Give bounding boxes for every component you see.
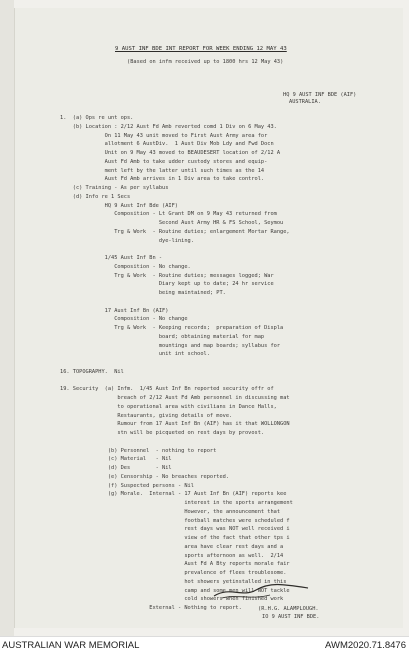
report-line: Trg & Work - Routine duties; enlargement Mortar Range, (60, 228, 290, 235)
report-line: On 11 May 43 unit moved to First Aust Army area for (60, 132, 268, 139)
report-line: 16. TOPOGRAPHY. Nil (60, 368, 124, 375)
report-line: However, the announcement that (60, 508, 281, 515)
signature-role: IO 9 AUST INF BDE. (262, 614, 320, 620)
report-line: 17 Aust Inf Bn (AIF) (60, 307, 169, 314)
signature-name: (R.H.G. ALAMPLOUGH. (258, 606, 319, 612)
report-line: Composition - No change. (60, 263, 191, 270)
footer-bar (0, 636, 409, 653)
issuer-line-1: HQ 9 AUST INF BDE (AIF) (283, 92, 357, 98)
signature-mark (212, 580, 312, 602)
report-line: (c) Material - Nil (60, 456, 172, 463)
report-line: (d) Des - Nil (60, 465, 172, 471)
report-line: area have clear rest days and a (60, 543, 284, 550)
report-line: mountings and map boards; syllabus for (60, 342, 281, 349)
report-line: dye-lining. (60, 237, 194, 244)
report-line: cold showers when finished work (60, 596, 284, 603)
report-line: Rumour from 17 Aust Inf Bn (AIF) has it that WOLLONGON (60, 421, 290, 428)
report-line: (e) Censorship - No breaches reported. (60, 473, 230, 480)
report-line: stn will be picqueted on rest days by provost. (60, 430, 265, 436)
report-line: Aust Fd Amb to take udder custody stores and equip- (60, 158, 268, 165)
report-line: Composition - No change (60, 316, 188, 323)
report-line: (d) Info re 1 Secs (60, 193, 131, 200)
report-line: 1/45 Aust Inf Bn - (60, 255, 163, 261)
footer-source: AUSTRALIAN WAR MEMORIAL (2, 640, 140, 651)
report-subtitle: (Based on infm received up to 1800 hrs 12 May 43) (127, 59, 284, 65)
report-line: interest in the sports arrangement (60, 500, 293, 506)
report-line: allotment 6 AustDiv. 1 Aust Div Mob Ldy and Fwd Docn (60, 141, 274, 148)
report-line: Trg & Work - Keeping records; preparation of Displa (60, 325, 284, 331)
report-line: rest days was NOT well received i (60, 526, 290, 533)
report-line: Composition - Lt Grant DM on 9 May 43 returned from (60, 211, 277, 218)
report-line: camp and some men will NOT tackle (60, 587, 290, 594)
report-line: 19. Security (a) Infm. 1/45 Aust Inf Bn reported security offr of (60, 386, 274, 393)
report-line: view of the fact that other tps i (60, 535, 290, 541)
report-line: Unit on 9 May 43 moved to BEAUDESERT location of 2/12 A (60, 150, 281, 156)
report-line: football matches were scheduled f (60, 517, 290, 524)
report-line: HQ 9 Aust Inf Bde (AIF) (60, 202, 178, 209)
report-line: Second Aust Army HR & FS School, Seymou (60, 220, 284, 226)
report-line: (c) Training - As per syllabus (60, 185, 169, 191)
report-line: (f) Suspected persons - Nil (60, 482, 194, 489)
report-line: Trg & Work - Routine duties; messages logged; War (60, 272, 274, 279)
report-line: (b) Location : 2/12 Aust Fd Amb reverted comd 1 Div on 6 May 43. (60, 123, 277, 130)
report-line: Aust Fd A Bty reports morale fair (60, 561, 290, 568)
report-line: (b) Personnel - nothing to report (60, 447, 217, 454)
report-line: to operational area with civilians in Dance Halls, (60, 403, 277, 410)
report-line: sports afternoon as well. 2/14 (60, 552, 284, 559)
report-line: breach of 2/12 Aust Fd Amb personnel in discussing mat (60, 395, 290, 401)
report-line: 1. (a) Ops re unt ops. (60, 115, 134, 121)
report-line: ment left by the latter until such times as the 14 (60, 167, 265, 174)
report-line: hot showers yetinstalled in this (60, 578, 287, 585)
report-line: Restaurants, giving details of move. (60, 412, 233, 419)
report-title: 9 AUST INF BDE INT REPORT FOR WEEK ENDING 12 MAY 43 (115, 46, 287, 52)
report-line: Diary kept up to date; 24 hr service (60, 281, 274, 288)
report-line: being maintained; PT. (60, 290, 226, 296)
report-line: board; obtaining material for map (60, 333, 265, 340)
footer-accession: AWM2020.71.8476 (325, 640, 406, 651)
report-line: Aust Fd Amb arrives in 1 Div area to take control. (60, 176, 265, 183)
report-line: (g) Morale. Internal - 17 Aust Inf Bn (AIF) reports kee (60, 491, 287, 498)
report-line: prevalence of flees troublesome. (60, 570, 287, 576)
report-line: unit int school. (60, 351, 210, 358)
paper-edge (0, 0, 14, 636)
report-line: External - Nothing to report. (60, 605, 242, 611)
issuer-line-2: AUSTRALIA. (289, 99, 321, 105)
